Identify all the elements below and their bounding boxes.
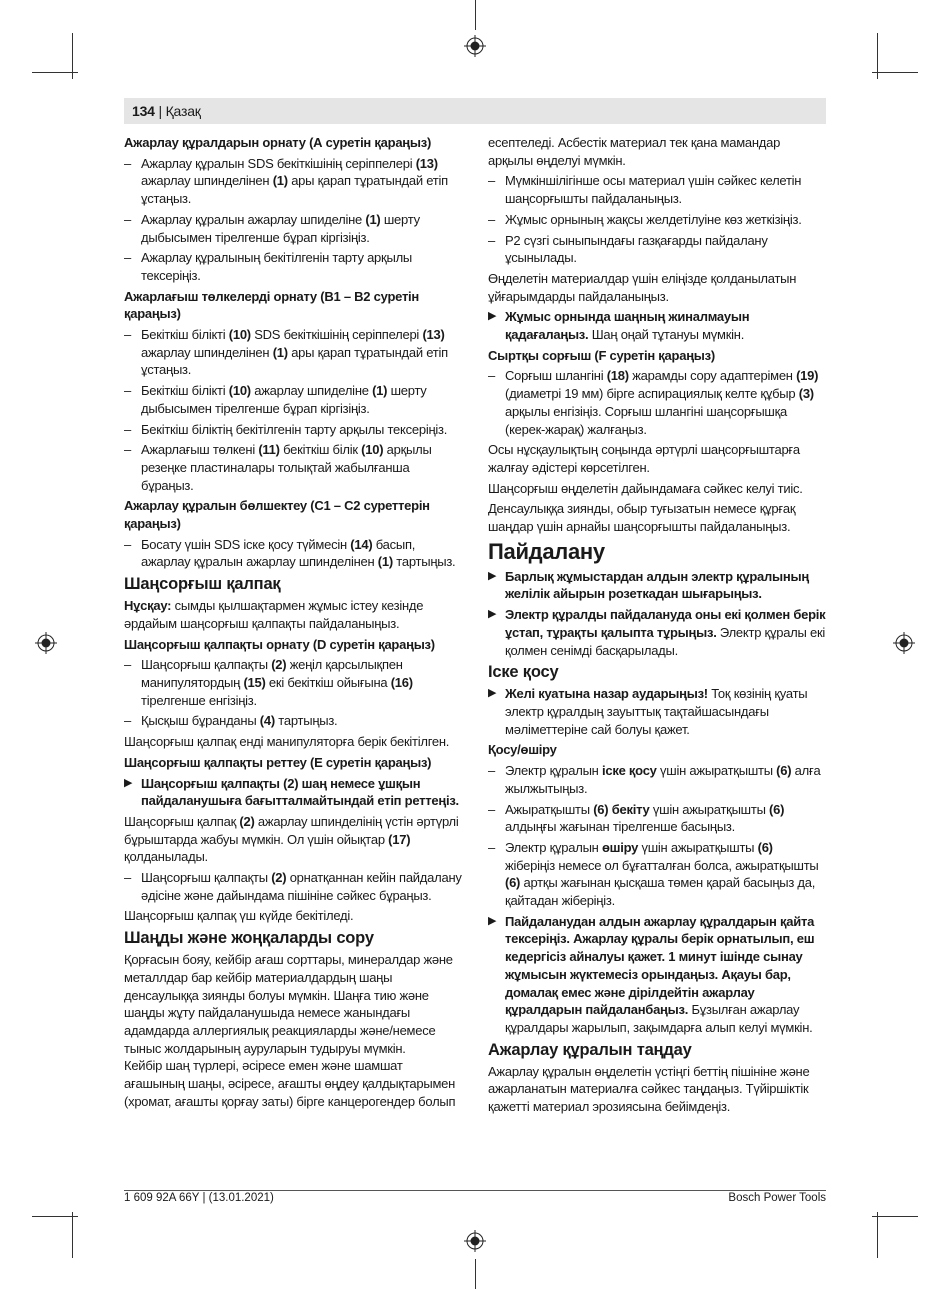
text: Шаң оңай тұтануы мүмкін. [588, 327, 745, 343]
text: Босату үшін SDS іске қосу түймесін [141, 536, 351, 552]
crop-mark [72, 1212, 73, 1258]
section-title: Ажарлау құралын бөлшектеу (C1 – C2 суреттерін қараңыз) [124, 498, 430, 532]
text: Қысқыш бұранданы [141, 713, 260, 729]
text: үшін ажыратқышты [638, 839, 758, 855]
note [124, 597, 462, 632]
ref-number: (10) [228, 327, 251, 343]
text: Шаңсорғыш қалпақ [124, 813, 240, 829]
ref-number: (10) [228, 383, 251, 399]
registration-mark-icon [35, 632, 57, 654]
text: алға жылжытыңыз. [505, 763, 821, 796]
ref-number: (2) [271, 870, 287, 886]
ref-number: (6) [757, 839, 773, 855]
list-item: – Мүмкіншілігінше осы материал үшін сәйкес келетін шаңсорғышты пайдаланыңыз. [488, 172, 826, 207]
ref-number: (13) [415, 155, 438, 171]
warning-text: Шаңсорғыш қалпақты (2) шаң немесе ұшқын пайдаланушыға бағытталмайтындай етіп реттеңіз. [141, 775, 459, 809]
text: арқылы резеңке пластиналары толықтай жабылғанша бұраңыз. [141, 442, 432, 493]
paragraph: Қорғасын бояу, кейбір ағаш сорттары, минералдар және металлдар бар кейбір материалдардың шаңы денсаулыққа зиянды болуы мүмкін. Шаңға тию және шаңды жұту пайдаланушыда немесе жанындағы адамдарда аллергиялық реакцияларды және/немесе тыныс жолдарының ауруларын тудыруы мүмкін. [124, 952, 453, 1056]
ref-number: (6) [505, 875, 521, 891]
registration-mark-icon [464, 1230, 486, 1252]
text: жіберіңіз немесе ол бұғатталған болса, ажыратқышты [505, 857, 819, 873]
text: Ажарлау құралын SDS бекіткішінің серіппелері [141, 155, 416, 171]
triangle-bullet-icon: ▶ [488, 310, 497, 323]
warning-item [488, 606, 826, 659]
section-heading: Ажарлау құралын таңдау [488, 1040, 692, 1059]
section-title: Шаңсорғыш қалпақты орнату (D суретін қараңыз) [124, 636, 435, 652]
footer-doc-number: 1 609 92A 66Y | (13.01.2021) [124, 1192, 274, 1204]
triangle-bullet-icon: ▶ [488, 687, 497, 700]
warning-item [124, 775, 462, 810]
ref-number: (1) [272, 173, 288, 189]
ref-number: (2) [271, 657, 287, 673]
text: Ажарлағыш төлкені [141, 442, 259, 458]
header-text [132, 103, 201, 119]
registration-mark-icon [893, 632, 915, 654]
text: тартыңыз. [392, 554, 456, 570]
text: ажарлау шпинделінің үстін әртүрлі бұрыштарда жабуы мүмкін. Ол үшін ойықтар [124, 813, 459, 847]
text: Бекіткіш білікті [141, 383, 229, 399]
text: үшін ажыратқышты [656, 763, 777, 779]
warning-item [488, 913, 826, 1037]
triangle-bullet-icon: ▶ [488, 914, 497, 927]
text: ажарлау шпиделіне [250, 383, 373, 399]
list-item [124, 211, 462, 246]
paragraph: Ажарлау құралын өңделетін үстіңгі беттің пішініне және ажарланатын материалға сәйкес таңдаңыз. Түйіршіктік қажетті материал эрозиясына бейімдеңіз. [488, 1063, 810, 1115]
ref-number: (2) [239, 813, 255, 829]
header-language: Қазақ [165, 103, 201, 119]
list-item [124, 712, 462, 730]
text: Ажарлау құралының бекітілгенін тарту арқылы тексеріңіз. [141, 250, 412, 283]
paragraph: Шаңсорғыш өңделетін дайындамаға сәйкес келуі тиіс. [488, 480, 803, 496]
text: шерту дыбысымен тірелгенше бұрап кіргізіңіз. [141, 383, 427, 416]
chapter-heading: Пайдалану [488, 538, 605, 564]
list-item [124, 869, 462, 904]
page-header [124, 98, 826, 124]
section-title: Шаңсорғыш қалпақты реттеу (E суретін қараңыз) [124, 754, 432, 770]
text: Электр құралы екі қолмен сенімді басқарылады. [505, 624, 826, 658]
list-item [488, 839, 826, 910]
crop-mark [872, 1216, 918, 1217]
text: ажарлау шпинделінен [141, 173, 273, 189]
text: Бекіткіш білікті [141, 327, 229, 343]
warning-text: Желі куатына назар аударыңыз! [505, 686, 708, 702]
list-item: – P2 сүзгі сыныпындағы газқағарды пайдалану ұсынылады. [488, 232, 826, 267]
section-title: Ажарлағыш төлкелерді орнату (B1 – B2 суретін қараңыз) [124, 288, 420, 322]
text: Шаңсорғыш қалпақты [141, 870, 272, 886]
text: Электр құралын [505, 763, 602, 779]
footer-rule [124, 1190, 826, 1191]
warning-text: Пайдаланудан алдын ажарлау құралдарын қайта тексеріңіз. Ажарлау құралы берік орнатылып, еш кедергісіз айналуы қажет. 1 минут ішінде сынау жұмысын жүктемесіз орындаңыз. Ақауы бар, домалақ емес және дірілдейтін ажарлау құралдарын пайдаланбаңыз. [505, 913, 815, 1018]
text: арқылы енгізіңіз. Сорғыш шлангіні шаңсорғышқа (керек-жарақ) жалғаңыз. [505, 403, 788, 437]
text: бекіткіш білік [279, 442, 362, 458]
list-item [124, 536, 462, 571]
ref-number: (1) [365, 211, 381, 227]
ref-number: (19) [796, 368, 819, 384]
text: Тоқ көзінің қуаты электр құралдың зауыттық тақтайшасындағы мәліметтеріне сай болуы қажет. [505, 686, 808, 737]
ref-number: (3) [798, 386, 814, 402]
ref-number: (10) [361, 442, 384, 458]
right-column [488, 134, 826, 1119]
text: шерту дыбысымен тірелгенше бұрап кіргізіңіз. [141, 211, 420, 245]
crop-mark [32, 1216, 78, 1217]
crop-mark [475, 0, 476, 30]
text: Бұзылған ажарлау құралдары жарылып, зақымдарға алып келуі мүмкін. [505, 1002, 813, 1035]
ref-number: (1) [372, 383, 388, 399]
ref-number: (1) [272, 344, 288, 360]
registration-mark-icon [464, 35, 486, 57]
ref-number: (14) [350, 536, 373, 552]
list-item [124, 382, 462, 417]
section-title: Ажарлау құралдарын орнату (А суретін қараңыз) [124, 135, 432, 150]
warning-item [488, 308, 826, 343]
section-title: Сыртқы сорғыш (F суретін қараңыз) [488, 347, 715, 363]
crop-mark [32, 72, 78, 73]
ref-number: (15) [243, 674, 266, 690]
text: үшін ажыратқышты [649, 801, 770, 817]
ref-number: (17) [388, 831, 411, 847]
ref-number: (18) [606, 368, 629, 384]
warning-item [488, 568, 826, 603]
triangle-bullet-icon: ▶ [488, 608, 497, 621]
paragraph: Осы нұсқаулықтың соңында әртүрлі шаңсорғыштарға жалғау әдістері көрсетілген. [488, 442, 800, 475]
section-heading: Іске қосу [488, 663, 559, 682]
list-item [124, 155, 462, 208]
ref-number: (6) [776, 763, 792, 779]
list-item [124, 656, 462, 709]
text: Шаңсорғыш қалпақты [141, 657, 272, 673]
page-number: 134 [132, 103, 155, 119]
paragraph: Шаңсорғыш қалпақ енді манипуляторға берік бекітілген. [124, 734, 450, 750]
section-heading: Шаңсорғыш қалпақ [124, 575, 281, 594]
text: басып, ажарлау құралын ажарлау шпинделінен [141, 536, 416, 570]
text: жарамды сору адаптерімен [628, 368, 797, 384]
ref-number: (1) [377, 554, 393, 570]
ref-number: (6) [769, 801, 785, 817]
text: ажарлау шпинделінен [141, 344, 273, 360]
section-heading: Шаңды және жоңқаларды сору [124, 929, 374, 948]
ref-number: (13) [422, 327, 445, 343]
text: Ажарлау құралын ажарлау шпиделіне [141, 211, 366, 227]
warning-item [488, 685, 826, 738]
list-item: – Жұмыс орнының жақсы желдетілуіне көз жеткізіңіз. [488, 211, 826, 229]
paragraph: есептеледі. Асбестік материал тек қана мамандар арқылы өңделуі мүмкін. [488, 135, 781, 168]
warning-text: Электр құралды пайдалануда оны екі қолмен берік ұстап, тұрақты қалыпта тұрыңыз. [505, 607, 826, 640]
emphasis: іске қосу [601, 763, 657, 779]
paragraph: Өңделетін материалдар үшін еліңізде қолданылатын ұйғарымдарды пайдаланыңыз. [488, 270, 797, 304]
text: тартыңыз. [274, 713, 338, 729]
emphasis: өшіру [601, 839, 639, 855]
text: тірелгенше енгізіңіз. [141, 692, 257, 708]
crop-mark [877, 1212, 878, 1258]
paragraph: Денсаулыққа зиянды, обыр туғызатын немесе құрғақ шаңдар үшін арнайы шаңсорғышты пайдаланыңыз. [488, 501, 796, 535]
paragraph: Кейбір шаң түрлері, әсіресе емен және шамшат ағашының шаңы, әсіресе, ағашты өңдеу қалдықтарымен (хромат, ағашты қорғау заты) бірге канцерогендер болып [124, 1058, 456, 1109]
text: Ажыратқышты [505, 801, 594, 817]
warning-text: Барлық жұмыстардан алдын электр құралының желілік айырын розеткадан шығарыңыз. [505, 568, 809, 602]
paragraph: Шаңсорғыш қалпақ үш күйде бекітіледі. [124, 908, 354, 924]
text: артқы жағынан қысқаша төмен қарай басыңыз да, қайтадан жіберіңіз. [505, 875, 816, 909]
text: SDS бекіткішінің серіппелері [250, 327, 423, 343]
text: ары қарап тұратындай етіп ұстаңыз. [141, 173, 448, 207]
list-item [488, 367, 826, 438]
ref-number: (11) [258, 442, 280, 458]
triangle-bullet-icon: ▶ [124, 776, 133, 789]
left-column [124, 134, 462, 1113]
triangle-bullet-icon: ▶ [488, 569, 497, 582]
note-text: сымды қылшақтармен жұмыс істеу кезінде әрдайым шаңсорғыш қалпақты пайдаланыңыз. [124, 598, 424, 631]
text: орнатқаннан кейін пайдалану әдісіне және дайындама пішініне сәйкес бұраңыз. [141, 870, 462, 903]
list-item [124, 421, 462, 439]
list-item [488, 801, 826, 836]
list-item [124, 326, 462, 379]
text: екі бекіткіш ойығына [265, 674, 391, 690]
header-separator: | [154, 103, 166, 119]
crop-mark [872, 72, 918, 73]
list-item [124, 249, 462, 284]
note-label: Нұсқау: [124, 598, 172, 614]
emphasis: (6) бекіту [593, 801, 650, 817]
list-item [124, 441, 462, 494]
text: Электр құралын [505, 839, 602, 855]
text: алдыңғы жағынан тірелгенше басыңыз. [505, 819, 735, 835]
ref-number: (16) [390, 674, 413, 690]
text: Сорғыш шлангіні [505, 368, 607, 384]
paragraph [124, 813, 462, 866]
text: (диаметрі 19 мм) бірге аспирациялық келте құбыр [505, 386, 799, 402]
text: ары қарап тұратындай етіп ұстаңыз. [141, 344, 448, 378]
footer-brand: Bosch Power Tools [728, 1192, 826, 1204]
text: жеңіл қарсылықпен манипулятордың [141, 657, 403, 690]
warning-text: Жұмыс орнында шаңның жиналмауын қадағалаңыз. [505, 309, 750, 343]
ref-number: (4) [259, 713, 275, 729]
list-item [488, 762, 826, 797]
section-title: Қосу/өшіру [488, 742, 557, 758]
crop-mark [475, 1259, 476, 1289]
text: Бекіткіш біліктің бекітілгенін тарту арқылы тексеріңіз. [141, 421, 448, 437]
text: қолданылады. [124, 849, 208, 865]
